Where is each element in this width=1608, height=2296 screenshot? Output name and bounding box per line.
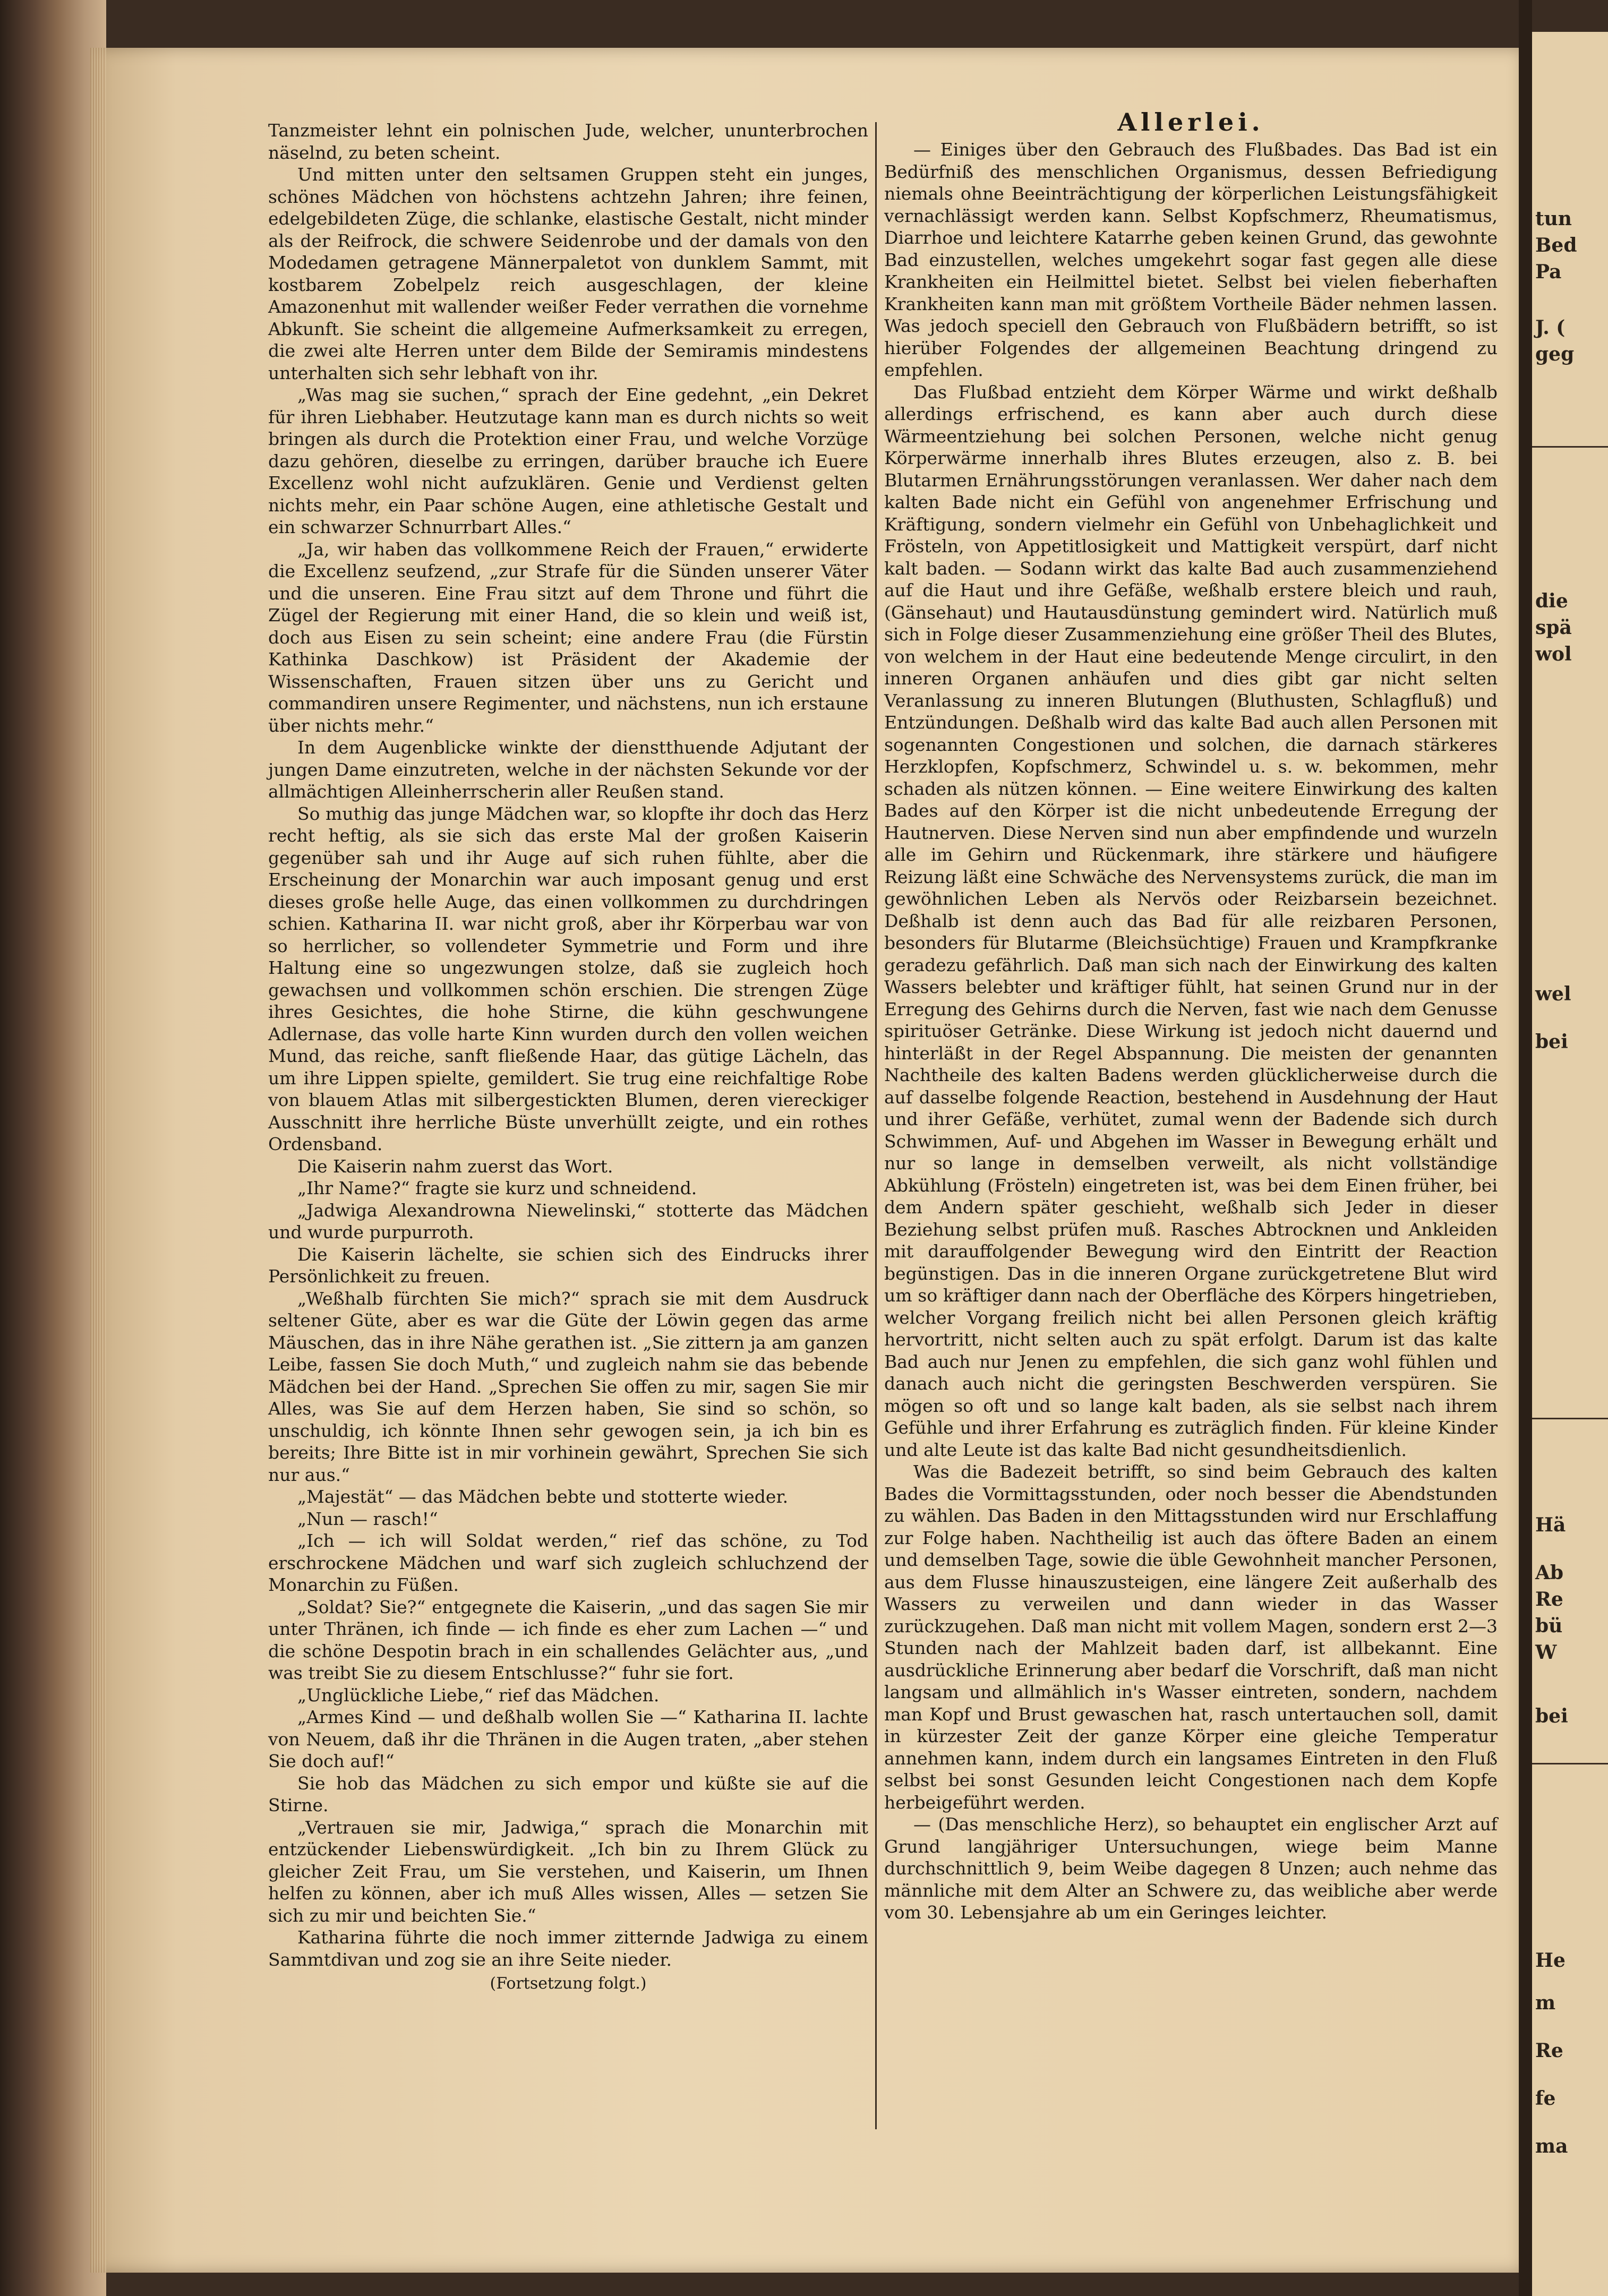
facing-page-fragment: Hä — [1535, 1514, 1566, 1536]
facing-page-rule — [1532, 446, 1608, 448]
story-paragraph: „Ja, wir haben das vollkommene Reich der Frauen,“ erwiderte die Excellenz seufzend, „zur Strafe für die Sünden unserer Väter und die unseren. Eine Frau sitzt auf dem Throne und führt die Zügel der Regierung mit einer Hand, die so klein und weiß ist, doch aus Eisen zu sein scheint; eine andere Frau (die Fürstin Kathinka Daschkow) ist Präsident der Akademie der Wissenschaften, Frauen sitzen über uns zu Gericht und commandiren unsere Regimenter, und nächstens, nun ich erstaune über nichts mehr.“ — [268, 538, 868, 736]
article-paragraph: — (Das menschliche Herz), so behauptet ein englischer Arzt auf Grund langjähriger Untersuchungen, wiege beim Manne durchschnittlich 9, beim Weibe dagegen 8 Unzen; auch nehme das männliche mit dem Alter an Schwere zu, das weibliche aber werde vom 30. Lebensjahre ab um ein Geringes leichter. — [884, 1814, 1498, 1923]
story-paragraph: „Ich — ich will Soldat werden,“ rief das schöne, zu Tod erschrockene Mädchen und warf sich zugleich schluchzend der Monarchin zu Füßen. — [268, 1530, 868, 1595]
section-title: Allerlei. — [1117, 108, 1264, 136]
facing-page-fragment: bü — [1535, 1615, 1563, 1637]
facing-page-fragment: W — [1535, 1641, 1557, 1664]
story-paragraph: „Nun — rasch!“ — [297, 1508, 438, 1529]
page-edge — [90, 48, 106, 2273]
facing-page-fragment: m — [1535, 1992, 1556, 2014]
facing-page-rule — [1532, 1763, 1608, 1764]
continued-note: (Fortsetzung folgt.) — [490, 1974, 647, 1993]
story-paragraph: „Vertrauen sie mir, Jadwiga,“ sprach die Monarchin mit entzückender Liebenswürdigkeit. „Ich bin zu Ihrem Glück zu gleicher Zeit Frau, um Sie verstehen, und Kaiserin, um Ihnen helfen zu können, aber ich muß Alles wissen, Alles — setzen Sie sich zu mir und beichten Sie.“ — [268, 1817, 868, 1926]
story-column — [268, 119, 868, 1995]
article-paragraph: Was die Badezeit betrifft, so sind beim Gebrauch des kalten Bades die Vormittagsstunden, oder noch besser die Abendstunden zu wählen. Das Baden in den Mittagsstunden wird nur Erschlaffung zur Folge haben. Nachtheilig ist auch das öftere Baden an einem und demselben Tage, sowie die üble Gewohnheit mancher Personen, aus dem Flusse hinauszusteigen, eine längere Zeit außerhalb des Wassers zu verweilen und dann wieder in das Wasser zurückzugehen. Daß man nicht mit vollem Magen, sondern erst 2—3 Stunden nach der Mahlzeit baden darf, ist allbekannt. Eine ausdrückliche Erinnerung aber bedarf die Vorschrift, daß man nicht langsam und allmählich in's Wasser eintreten, sondern, nachdem man Kopf und Brust gewaschen hat, rasch untertauchen soll, damit in kürzester Zeit der ganze Körper eine gleiche Temperatur annehmen kann, indem durch ein langsames Eintreten in den Fluß selbst bei sonst Gesunden leicht Congestionen nach dem Kopfe herbeigeführt werden. — [884, 1461, 1498, 1813]
facing-page-fragment: ma — [1535, 2135, 1568, 2157]
story-paragraph: „Jadwiga Alexandrowna Niewelinski,“ stotterte das Mädchen und wurde purpurroth. — [268, 1200, 868, 1243]
story-paragraph: In dem Augenblicke winkte der dienstthuende Adjutant der jungen Dame einzutreten, welche in der nächsten Sekunde vor der allmächtigen Alleinherrscherin aller Reußen stand. — [268, 737, 868, 802]
facing-page-fragment: die — [1535, 590, 1568, 612]
facing-page-fragment: wel — [1535, 983, 1571, 1005]
facing-page-fragment: Ab — [1535, 1562, 1564, 1584]
facing-page-fragment: bei — [1535, 1031, 1568, 1053]
facing-page-fragment: He — [1535, 1949, 1566, 1972]
story-paragraph: So muthig das junge Mädchen war, so klopfte ihr doch das Herz recht heftig, als sie sich das erste Mal der großen Kaiserin gegenüber sah und ihr Auge auf sich ruhen fühlte, aber die Erscheinung der Monarchin war auch imposant genug und erst dieses große helle Auge, das einen vollkommen zu durchdringen schien. Katharina II. war nicht groß, aber ihr Körperbau war von so herrlicher, so vollendeter Symmetrie und Form und ihre Haltung eine so ungezwungen stolze, daß sie zugleich hoch gewachsen und vollkommen schön erschien. Die strengen Züge ihres Gesichtes, die hohe Stirne, die kühn geschwungene Adlernase, das volle harte Kinn wurden durch den vollen weichen Mund, das reiche, sanft fließende Haar, das gütige Lächeln, das um ihre Lippen spielte, gemildert. Sie trug eine reichfaltige Robe von blauem Atlas mit silbergestickten Blumen, deren viereckiger Ausschnitt ihre herrliche Büste unverhüllt zeigte, und ein rothes Ordensband. — [268, 803, 868, 1154]
facing-page-fragment: bei — [1535, 1705, 1568, 1727]
facing-page-fragment: geg — [1535, 343, 1575, 365]
facing-page-rule — [1532, 1418, 1608, 1419]
facing-page-fragment: Pa — [1535, 261, 1562, 283]
story-paragraph: Die Kaiserin lächelte, sie schien sich des Eindrucks ihrer Persönlichkeit zu freuen. — [268, 1244, 868, 1287]
facing-page-fragment: Re — [1535, 1588, 1563, 1610]
facing-page-fragment: fe — [1535, 2087, 1556, 2110]
facing-page-fragment: Bed — [1535, 234, 1577, 256]
story-paragraph: Und mitten unter den seltsamen Gruppen steht ein junges, schönes Mädchen von höchstens achtzehn Jahren; ihre feinen, edelgebildeten Züge, die schlanke, elastische Gestalt, nicht minder als der Reifrock, die schwere Seidenrobe und der damals von den Modedamen getragene Männerpaletot von dunklem Sammt, mit kostbarem Zobelpelz reich ausgeschlagen, der kleine Amazonenhut mit wallender weißer Feder verrathen die vornehme Abkunft. Sie scheint die allgemeine Aufmerksamkeit zu erregen, die zwei alte Herren unter dem Bilde der Semiramis mindestens unterhalten sich sehr lebhaft von ihr. — [268, 164, 868, 383]
miscellany-column — [884, 109, 1498, 1924]
story-paragraph: „Was mag sie suchen,“ sprach der Eine gedehnt, „ein Dekret für ihren Liebhaber. Heutzutage kann man es durch nichts so weit bringen als durch die Protektion einer Frau, und welche Vorzüge dazu gehören, dieselbe zu erringen, darüber brauche ich Euere Excellenz wohl nicht aufzuklären. Genie und Verdienst gelten nichts mehr, ein Paar schöne Augen, eine athletische Gestalt und ein schwarzer Schnurrbart Alles.“ — [268, 384, 868, 537]
facing-page-fragment: tun — [1535, 208, 1572, 230]
facing-page-fragment: spä — [1535, 616, 1572, 639]
story-paragraph: Sie hob das Mädchen zu sich empor und küßte sie auf die Stirne. — [268, 1772, 868, 1815]
story-paragraph: Tanzmeister lehnt ein polnischen Jude, welcher, ununterbrochen näselnd, zu beten scheint. — [268, 120, 868, 163]
facing-page-fragment: J. ( — [1535, 316, 1566, 339]
article-paragraph: Das Flußbad entzieht dem Körper Wärme und wirkt deßhalb allerdings erfrischend, es kann aber auch durch diese Wärmeentziehung bei solchen Personen, welche nicht genug Körperwärme innerhalb ihres Blutes erzeugen, also z. B. bei Blutarmen Ernährungsstörungen veranlassen. Wer daher nach dem kalten Bade nicht ein Gefühl von angenehmer Erfrischung und Kräftigung, sondern vielmehr ein Gefühl von Unbehaglichkeit und Frösteln, von Appetitlosigkeit und Mattigkeit verspürt, darf nicht kalt baden. — Sodann wirkt das kalte Bad auch zusammenziehend auf die Haut und ihre Gefäße, weßhalb erstere bleich und rauh, (Gänsehaut) und Hautausdünstung gemindert wird. Natürlich muß sich in Folge dieser Zusammenziehung eine größer Theil des Blutes, von welchem in der Haut eine bedeutende Menge circulirt, in den inneren Organen anhäufen und dies gibt gar nicht selten Veranlassung zu inneren Blutungen (Bluthusten, Schlagfluß) und Entzündungen. Deßhalb wird das kalte Bad auch allen Personen mit sogenannten Congestionen und solchen, die darnach stärkeres Herzklopfen, Kopfschmerz, Schwindel u. s. w. bekommen, mehr schaden als nützen können. — Eine weitere Einwirkung des kalten Bades auf den Körper ist die nicht unbedeutende Erregung der Hautnerven. Diese Nerven sind nun aber empfindende und wurzeln alle im Gehirn und Rückenmark, ihre stärkere und häufigere Reizung läßt eine Schwäche des Nervensystems zurück, die man im gewöhnlichen Leben als Nervös oder Reizbarsein bezeichnet. Deßhalb ist denn auch das Bad für alle reizbaren Personen, besonders für Blutarme (Bleichsüchtige) Frauen und Krampfkranke geradezu gefährlich. Daß man sich nach der Einwirkung des kalten Wassers belebter und kräftiger fühlt, hat seinen Grund nur in der Erregung des Gehirns durch die Nerven, fast wie nach dem Genusse spirituöser Getränke. Diese Wirkung ist jedoch nicht dauernd und hinterläßt in der Regel Abspannung. Die meisten der genannten Nachtheile des kalten Badens werden glücklicherweise durch die auf dasselbe folgende Reaction, bestehend in Ausdehnung der Haut und ihrer Gefäße, verhütet, zumal wenn der Badende sich durch Schwimmen, Auf- und Abgehen im Wasser in Bewegung erhält und nur so lange in demselben verweilt, als nicht vollständige Abkühlung (Frösteln) eingetreten ist, was bei dem Einen früher, bei dem Andern später geschieht, weßhalb sich Jeder in dieser Beziehung selbst prüfen muß. Rasches Abtrocknen und Ankleiden mit darauffolgender Bewegung wird den Eintritt der Reaction begünstigen. Das in die inneren Organe zurückgetretene Blut wird um so kräftiger dann nach der Oberfläche des Körpers hingetrieben, welcher Vorgang freilich nicht bei allen Personen gleich kräftig hervortritt, nicht selten auch zu spät erfolgt. Darum ist das kalte Bad auch nur Jenen zu empfehlen, die sich ganz wohl fühlen und danach auch nicht die geringsten Beschwerden verspüren. Sie mögen so oft und so lange kalt baden, als sie selbst nach ihrem Gefühle und ihrer Erfahrung es zuträglich finden. Für kleine Kinder und alte Leute ist das kalte Bad nicht gesundheitsdienlich. — [884, 381, 1498, 1460]
facing-page-fragment: Re — [1535, 2040, 1563, 2062]
story-paragraph: „Armes Kind — und deßhalb wollen Sie —“ Katharina II. lachte von Neuem, daß ihr die Thränen in die Augen traten, „aber stehen Sie doch auf!“ — [268, 1707, 868, 1771]
story-paragraph: „Weßhalb fürchten Sie mich?“ sprach sie mit dem Ausdruck seltener Güte, aber es war die Güte der Löwin gegen das arme Mäuschen, das in ihre Nähe gerathen ist. „Sie zittern ja am ganzen Leibe, fassen Sie doch Muth,“ und zugleich nahm sie das bebende Mädchen bei der Hand. „Sprechen Sie offen zu mir, sagen Sie mir Alles, was Sie auf dem Herzen haben, Sie sind so schön, so unschuldig, ich könnte Ihnen sehr gewogen sein, ja ich bin es bereits; Ihre Bitte ist in mir vorhinein gewährt, Sprechen Sie sich nur aus.“ — [268, 1288, 868, 1485]
column-divider — [875, 122, 877, 2129]
story-paragraph: Die Kaiserin nahm zuerst das Wort. — [297, 1155, 613, 1177]
story-paragraph: „Unglückliche Liebe,“ rief das Mädchen. — [297, 1684, 660, 1706]
article-paragraph: — Einiges über den Gebrauch des Flußbades. Das Bad ist ein Bedürfniß des menschlichen Organismus, dessen Befriedigung niemals ohne Beeinträchtigung der körperlichen Leistungsfähigkeit vernachlässigt werden kann. Selbst Kopfschmerz, Rheumatismus, Diarrhoe und leichtere Katarrhe geben keinen Grund, das gewohnte Bad einzustellen, welches umgekehrt sogar fast gegen alle diese Krankheiten ein Heilmittel bietet. Selbst bei vielen fieberhaften Krankheiten kann man mit größtem Vortheile Bäder nehmen lassen. Was jedoch speciell den Gebrauch von Flußbädern betrifft, so ist hierüber Folgendes der allgemeinen Beachtung dringend zu empfehlen. — [884, 139, 1498, 380]
book-gutter — [1519, 0, 1532, 2296]
story-paragraph: Katharina führte die noch immer zitternde Jadwiga zu einem Sammtdivan und zog sie an ihre Seite nieder. — [268, 1927, 868, 1970]
facing-page-fragment: wol — [1535, 643, 1572, 665]
story-paragraph: „Ihr Name?“ fragte sie kurz und schneidend. — [297, 1178, 697, 1198]
facing-page-edge — [1532, 32, 1608, 2296]
story-paragraph: „Majestät“ — das Mädchen bebte und stotterte wieder. — [297, 1486, 789, 1507]
story-paragraph: „Soldat? Sie?“ entgegnete die Kaiserin, „und das sagen Sie mir unter Thränen, ich finde — ich finde es eher zum Lachen —“ und die schöne Despotin brach in ein schallendes Gelächter aus, „und was treibt Sie zu diesem Entschlusse?“ fuhr sie fort. — [268, 1596, 868, 1683]
